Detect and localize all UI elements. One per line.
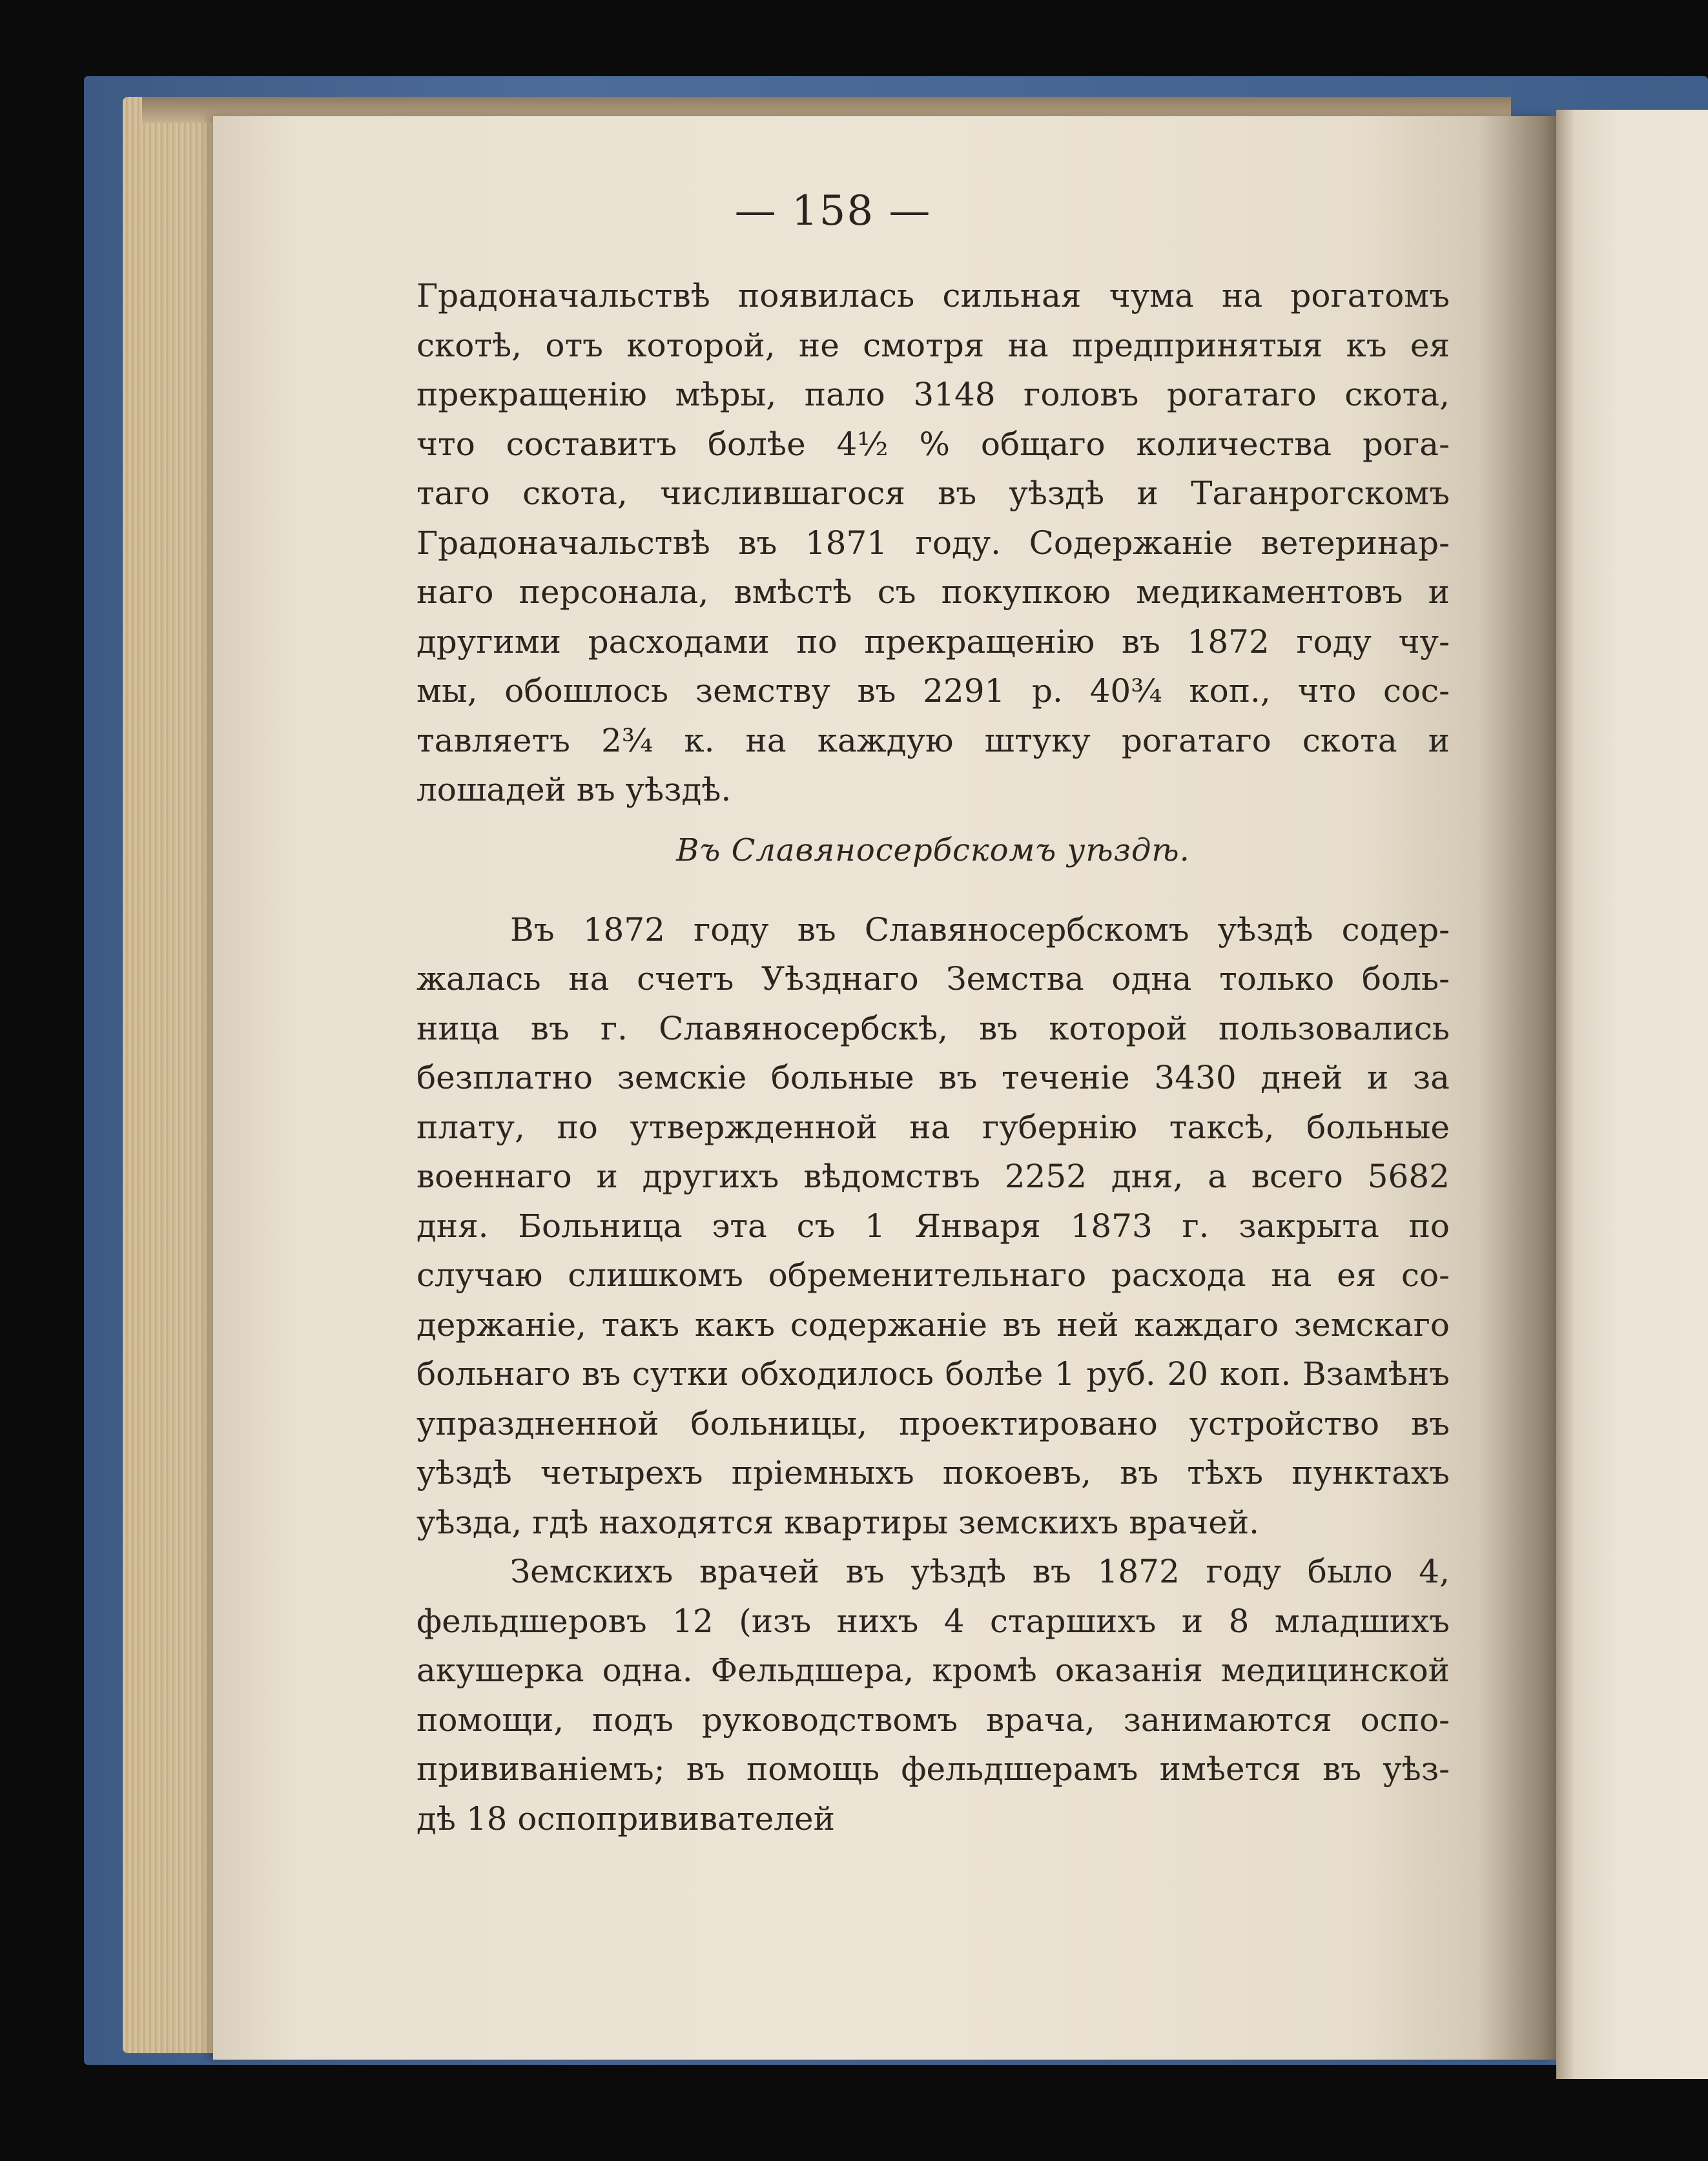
text-line: упраздненной больницы, проектировано устройство въ	[417, 1404, 1450, 1442]
text-line: фельдшеровъ 12 (изъ нихъ 4 старшихъ и 8 младшихъ	[417, 1602, 1450, 1640]
text-line: мы, обошлось земству въ 2291 р. 40¾ коп., что сос-	[417, 672, 1450, 710]
text-line: Земскихъ врачей въ уѣздѣ въ 1872 году было 4,	[510, 1553, 1450, 1590]
text-line: случаю слишкомъ обременительнаго расхода на ея со-	[417, 1256, 1450, 1294]
text-line: наго персонала, вмѣстѣ съ покупкою медикаментовъ и	[417, 573, 1450, 611]
right-page	[1556, 110, 1708, 2079]
text-line: Градоначальствѣ появилась сильная чума на рогатомъ	[417, 277, 1450, 314]
text-line: плату, по утвержденной на губернію таксѣ, больные	[417, 1108, 1450, 1146]
text-line: ница въ г. Славяносербскѣ, въ которой пользовались	[417, 1009, 1450, 1047]
text-line: Градоначальствѣ въ 1871 году. Содержаніе ветеринар-	[417, 524, 1450, 562]
text-line: акушерка одна. Фельдшера, кромѣ оказанія медицинской	[417, 1652, 1450, 1689]
text-line: прекращенію мѣры, пало 3148 головъ рогатаго скота,	[417, 376, 1450, 413]
text-line: другими расходами по прекращенію въ 1872 году чу-	[417, 622, 1450, 661]
text-line: скотѣ, отъ которой, не смотря на предпринятыя къ ея	[417, 326, 1450, 364]
text-line: дня. Больница эта съ 1 Января 1873 г. закрыта по	[417, 1207, 1450, 1245]
text-line: держаніе, такъ какъ содержаніе въ ней каждаго земскаго	[417, 1306, 1450, 1344]
spacer	[417, 879, 1450, 905]
text-line: жалась на счетъ Уѣзднаго Земства одна только боль-	[417, 960, 1450, 998]
text-line: таго скота, числившагося въ уѣздѣ и Таганрогскомъ	[417, 475, 1450, 512]
text-line: уѣздѣ четырехъ пріемныхъ покоевъ, въ тѣхъ пунктахъ	[417, 1454, 1450, 1491]
text-line: лошадей въ уѣздѣ.	[417, 771, 732, 808]
page-text	[417, 271, 1450, 1843]
paragraph-1	[417, 271, 1450, 815]
text-line: прививаніемъ; въ помощь фельдшерамъ имѣется въ уѣз-	[417, 1750, 1450, 1788]
text-line: уѣзда, гдѣ находятся квартиры земскихъ врачей.	[417, 1503, 1260, 1541]
text-line: тавляетъ 2¾ к. на каждую штуку рогатаго скота и	[417, 721, 1450, 759]
text-line: дѣ 18 оспопрививателей	[417, 1799, 835, 1838]
text-line: безплатно земскіе больные въ теченіе 3430 дней и за	[417, 1059, 1450, 1096]
text-line: Въ 1872 году въ Славяносербскомъ уѣздѣ содер-	[510, 910, 1450, 948]
text-line: что составитъ болѣе 4½ % общаго количества рога-	[417, 425, 1450, 463]
section-heading: Въ Славяносербскомъ уѣздѣ.	[676, 832, 1190, 868]
text-line: больнаго въ сутки обходилось болѣе 1 руб. 20 коп. Взамѣнъ	[417, 1355, 1450, 1393]
paragraph-3	[417, 1547, 1450, 1843]
page-number: — 158 —	[734, 187, 932, 235]
gutter-shadow	[1479, 116, 1569, 2060]
text-line: помощи, подъ руководствомъ врача, занимаются оспо-	[417, 1701, 1450, 1739]
text-line: военнаго и другихъ вѣдомствъ 2252 дня, а всего 5682	[417, 1158, 1450, 1195]
paragraph-2	[417, 905, 1450, 1548]
